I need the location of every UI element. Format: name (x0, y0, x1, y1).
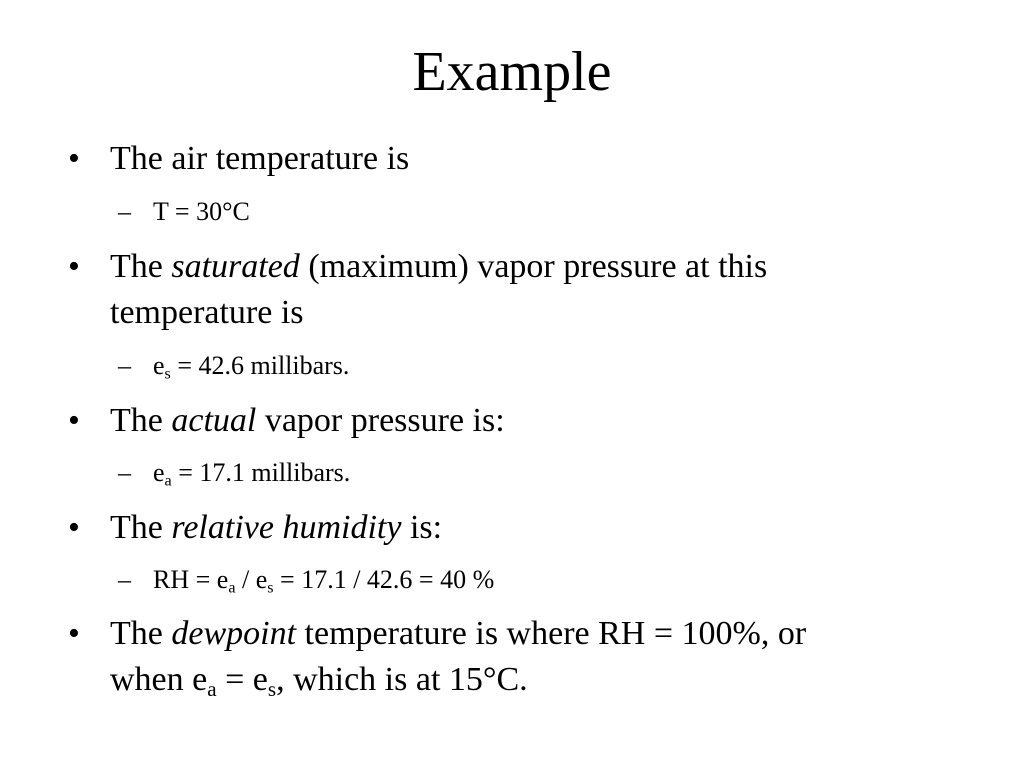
subscript-a: a (164, 472, 172, 490)
emphasis-relative-humidity: relative humidity (171, 509, 402, 546)
subscript-s: s (267, 676, 277, 701)
sub-bullet-text: T = 30°C (153, 197, 250, 226)
emphasis-saturated: saturated (171, 248, 300, 285)
bullet-text-pre: The (110, 509, 172, 546)
bullet-text-pre: The (110, 615, 172, 652)
formula-mid: / e (235, 565, 268, 594)
subscript-a: a (207, 676, 217, 701)
bullet-marker: • (68, 615, 80, 652)
bullet-marker: • (68, 248, 80, 285)
bullet-line2-pre: when e (110, 661, 208, 698)
subscript-s: s (267, 579, 274, 597)
sub-bullet-rh-formula (118, 564, 973, 597)
bullet-text-post: vapor pressure is: (256, 402, 505, 439)
dash-marker: – (118, 565, 131, 594)
dash-marker: – (118, 197, 131, 226)
sub-bullet-text: = 42.6 millibars. (170, 351, 350, 380)
bullet-item-air-temperature (68, 136, 990, 182)
variable-e: e (153, 458, 165, 487)
dash-marker: – (118, 458, 131, 487)
bullet-line2-post: , which is at 15°C. (276, 661, 528, 698)
bullet-text-pre: The (110, 248, 172, 285)
bullet-text-post: temperature is where RH = 100%, or (296, 615, 807, 652)
formula-pre: RH = e (153, 565, 229, 594)
sub-bullet-text: = 17.1 millibars. (171, 458, 351, 487)
bullet-text-line2: temperature is (110, 294, 304, 331)
bullet-item-dewpoint (68, 611, 990, 703)
dash-marker: – (118, 351, 131, 380)
subscript-s: s (164, 365, 171, 383)
slide-title: Example (412, 41, 612, 103)
formula-post: = 17.1 / 42.6 = 40 % (273, 565, 495, 594)
variable-e: e (153, 351, 165, 380)
bullet-marker: • (68, 509, 80, 546)
bullet-line2-mid: = e (216, 661, 268, 698)
bullet-item-actual-pressure (68, 398, 990, 444)
bullet-marker: • (68, 140, 80, 177)
subscript-a: a (228, 579, 236, 597)
bullet-text-post: (maximum) vapor pressure at this (299, 248, 768, 285)
sub-bullet-temperature-value (118, 196, 973, 228)
emphasis-actual: actual (171, 402, 257, 439)
sub-bullet-actual-value (118, 457, 973, 490)
bullet-text-pre: The (110, 402, 172, 439)
emphasis-dewpoint: dewpoint (171, 615, 297, 652)
bullet-text-post: is: (401, 509, 443, 546)
bullet-text: The air temperature is (110, 140, 410, 177)
bullet-item-relative-humidity (68, 505, 990, 551)
bullet-item-saturated-pressure (68, 244, 990, 336)
bullet-marker: • (68, 402, 80, 439)
sub-bullet-saturated-value (118, 350, 973, 383)
